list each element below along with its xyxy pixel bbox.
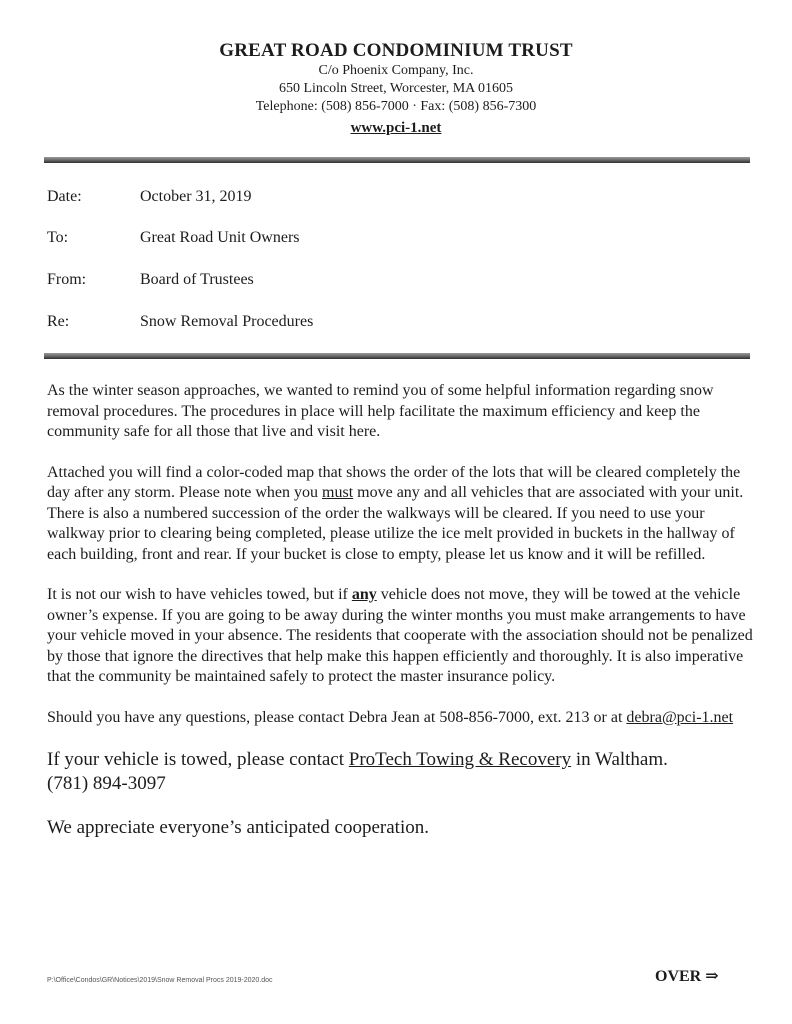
- paragraph-map-text-b: move any and all vehicles that are associated with your unit. There is also a numbered succession of the order the walkways will be cleared. If you need to use your walkway prior to clearing being completed, please utilize the ice melt provided in buckets in the hallway of each building, front and rear. If your bucket is close to empty, please let us know and it will be refilled.: [47, 484, 744, 563]
- paragraph-towing: [47, 585, 759, 688]
- paragraph-towed-text-b: in Waltham.: [571, 749, 668, 770]
- paragraph-towing-text-a: It is not our wish to have vehicles towed, but if: [47, 586, 352, 603]
- paragraph-map-text-a: Attached you will find a color-coded map that shows the order of the lots that will be cleared completely the day after any storm. Please note when you: [47, 463, 741, 501]
- paragraph-closing: We appreciate everyone’s anticipated cooperation.: [47, 817, 429, 838]
- contact-line: Telephone: (508) 856-7000 · Fax: (508) 856-7300: [255, 99, 537, 114]
- bottom-divider: [44, 353, 750, 359]
- memo-re-label: Re:: [47, 313, 70, 330]
- email-link[interactable]: debra@pci-1.net: [626, 708, 734, 726]
- file-path-footer: P:\Office\Condos\GR\Notices\2019\Snow Removal Procs 2019-2020.doc: [47, 977, 273, 984]
- memo-from-label: From:: [47, 271, 87, 288]
- towing-company-link[interactable]: ProTech Towing & Recovery: [348, 749, 572, 770]
- org-name: GREAT ROAD CONDOMINIUM TRUST: [219, 40, 573, 61]
- paragraph-intro: As the winter season approaches, we wanted to remind you of some helpful information regarding snow removal procedures. The procedures in place will help facilitate the maximum efficiency and keep the community safe for all those that live and visit here.: [47, 382, 714, 440]
- must-emphasis: must: [322, 484, 354, 501]
- paragraph-towing-text-b: vehicle does not move, they will be towed at the vehicle owner’s expense. If you are going to be away during the winter months you must make arrangements to have your vehicle moved in your absence. The residents that cooperate with the association should not be penalized by those that ignore the directives that help make this happen efficiently and thoroughly. It is also imperative that the community be maintained safely to protect the master insurance policy.: [47, 586, 753, 685]
- letter-body: [47, 381, 759, 860]
- towing-phone: (781) 894-3097: [47, 773, 166, 794]
- paragraph-towed: [47, 748, 759, 796]
- memo-from-value: Board of Trustees: [140, 271, 254, 288]
- top-divider: [44, 157, 750, 163]
- over-indicator: OVER ⇒: [655, 968, 719, 985]
- memo-to-label: To:: [47, 229, 69, 246]
- memo-date-value: October 31, 2019: [140, 188, 252, 205]
- care-of: C/o Phoenix Company, Inc.: [318, 63, 474, 78]
- memo-to-value: Great Road Unit Owners: [140, 229, 300, 246]
- paragraph-contact: [47, 708, 759, 729]
- address: 650 Lincoln Street, Worcester, MA 01605: [278, 81, 514, 96]
- paragraph-contact-text: Should you have any questions, please contact Debra Jean at 508-856-7000, ext. 213 or at: [47, 708, 627, 726]
- paragraph-map: [47, 463, 759, 566]
- memo-re-value: Snow Removal Procedures: [140, 313, 314, 330]
- paragraph-towed-text-a: If your vehicle is towed, please contact: [47, 749, 349, 770]
- any-emphasis: any: [351, 586, 377, 603]
- website-link[interactable]: www.pci-1.net: [350, 120, 442, 136]
- memo-date-label: Date:: [47, 188, 82, 205]
- letterhead: [0, 40, 792, 138]
